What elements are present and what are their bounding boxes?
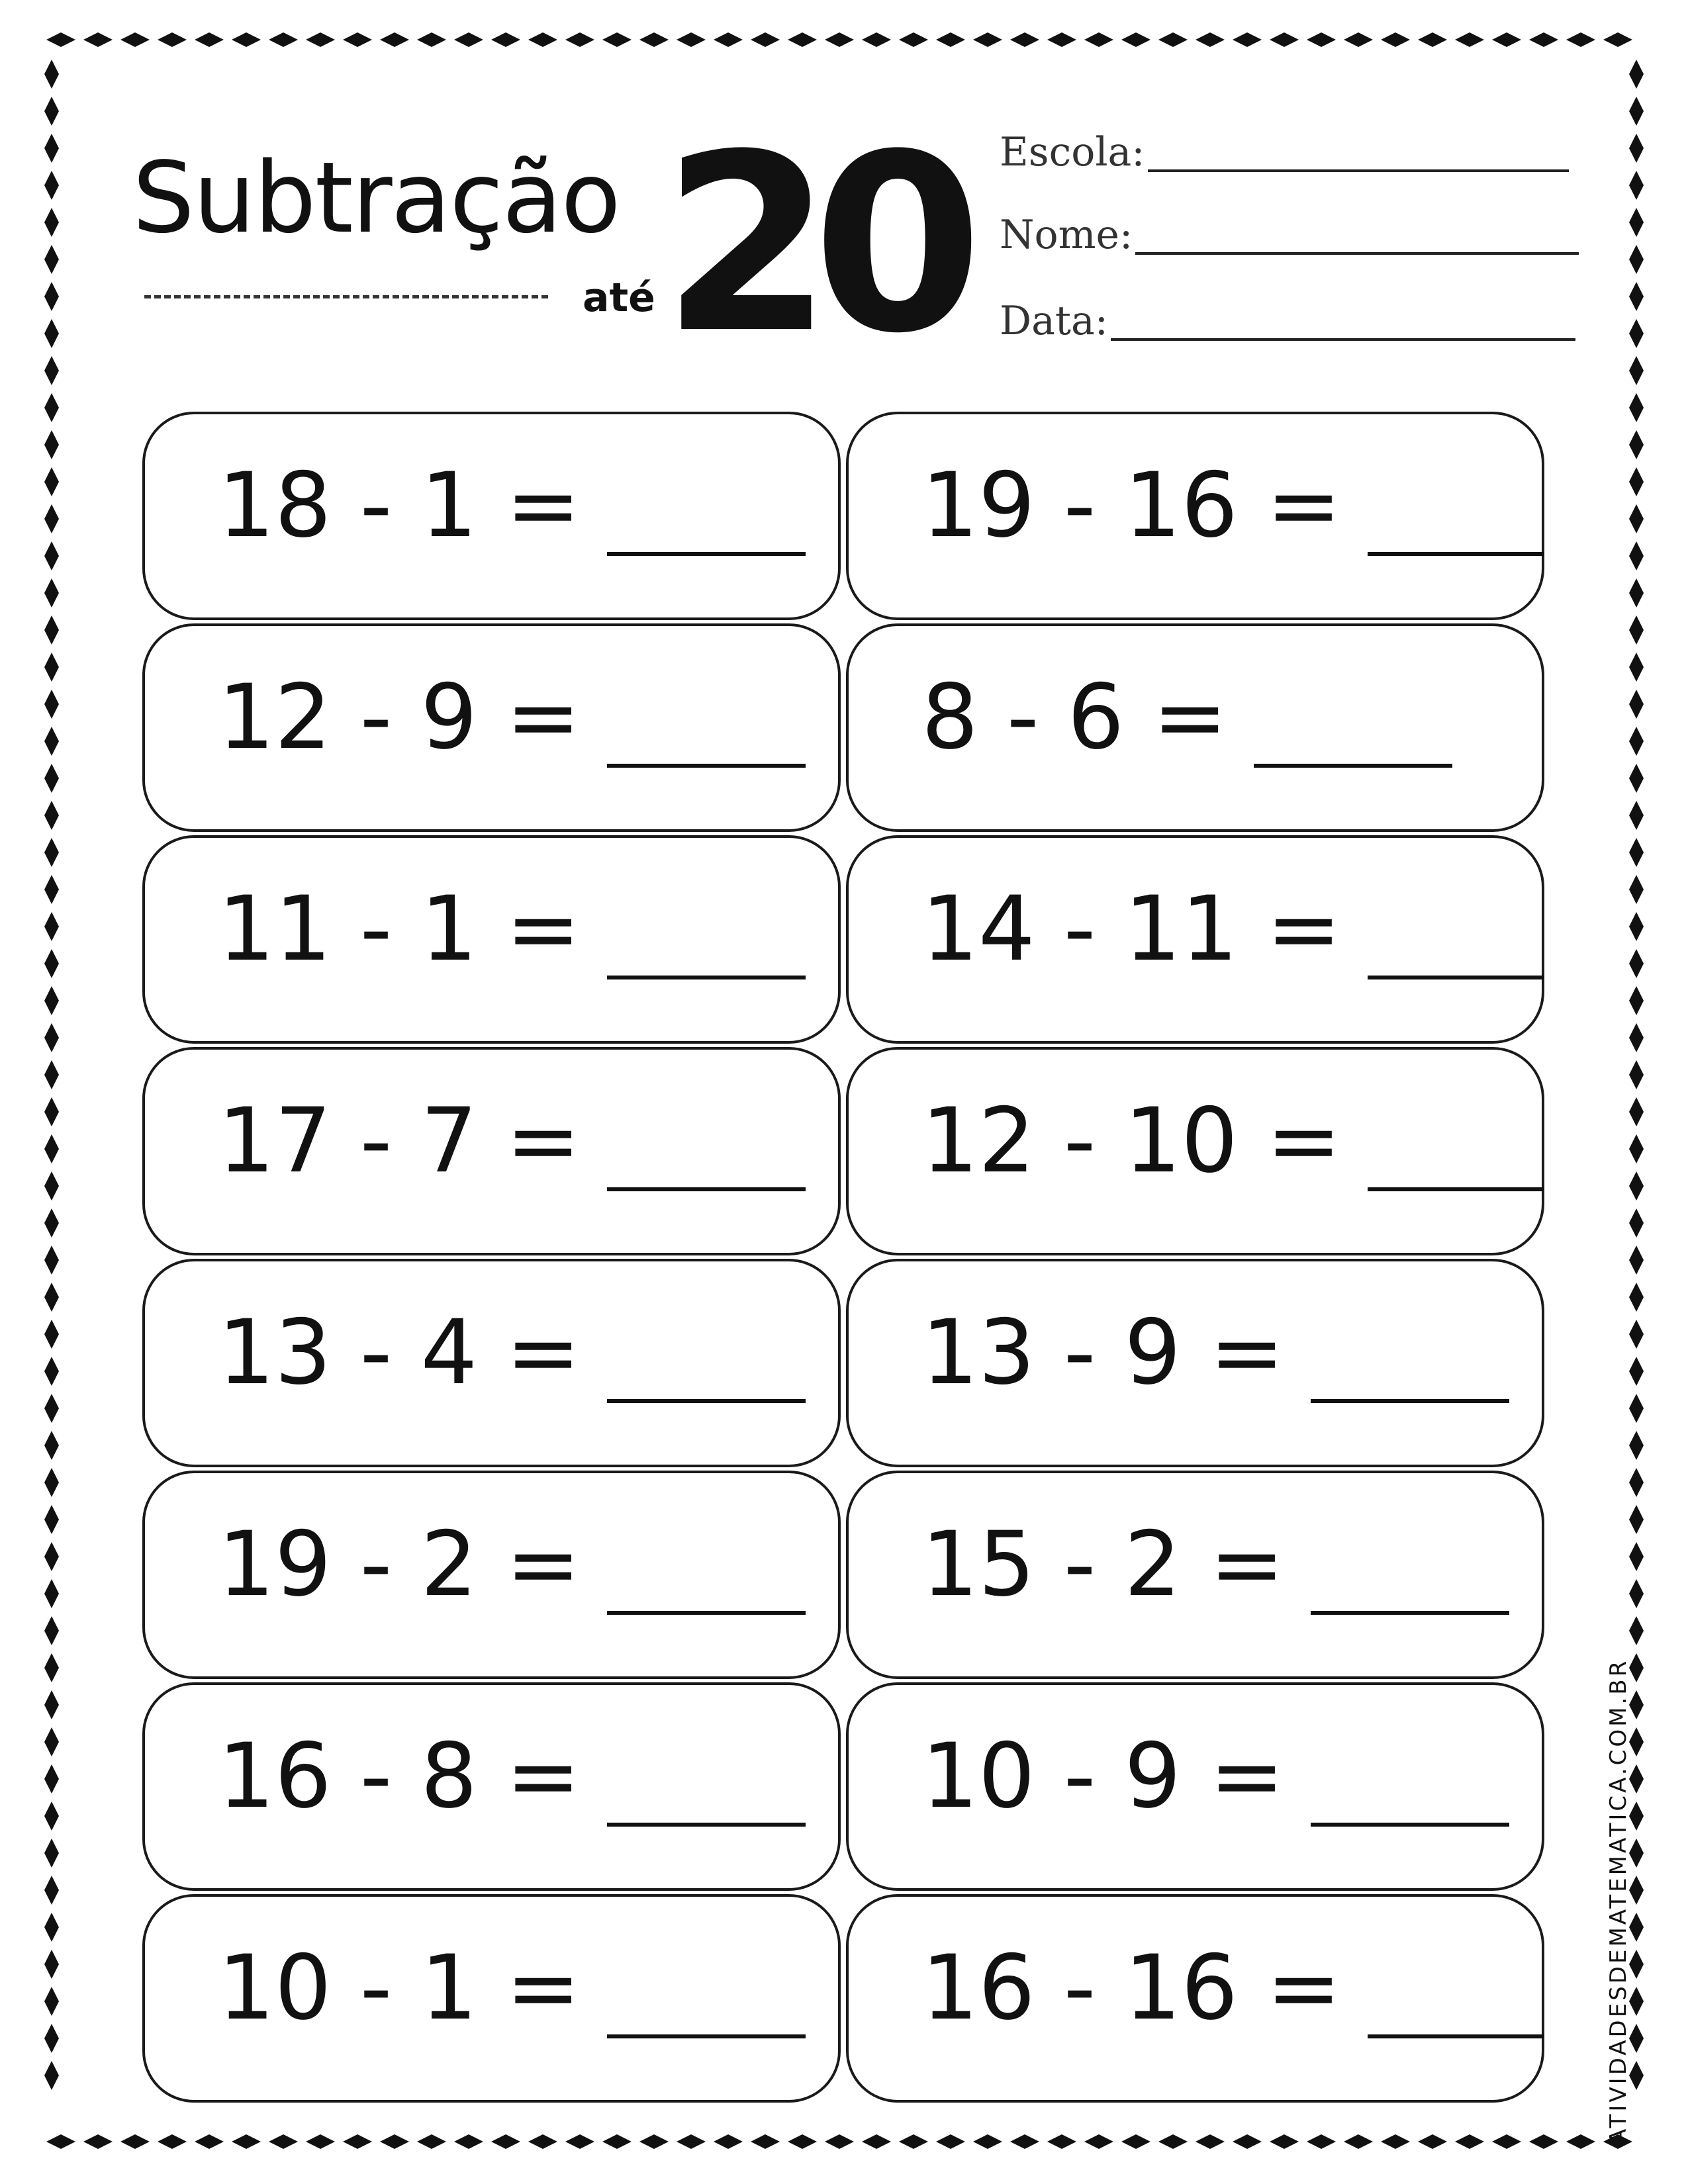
border-diamond [1492, 2134, 1521, 2149]
school-answer-line[interactable] [1148, 131, 1570, 172]
border-diamond [44, 1801, 59, 1831]
problem-expression: 19 - 16 = [921, 453, 1342, 557]
border-diamond [1629, 1134, 1644, 1163]
border-diamond [973, 2134, 1002, 2149]
border-diamond [44, 578, 59, 608]
border-diamond [44, 615, 59, 645]
border-diamond [44, 986, 59, 1015]
problem-card [142, 1259, 841, 1467]
border-diamond [1566, 32, 1595, 47]
name-label: Nome: [1000, 212, 1133, 258]
border-diamond [491, 32, 520, 47]
border-diamond [1629, 171, 1644, 200]
answer-blank[interactable] [1368, 2034, 1544, 2038]
border-diamond [44, 171, 59, 200]
problem-expression: 16 - 8 = [218, 1724, 581, 1828]
border-diamond [44, 2061, 59, 2090]
worksheet-title: Subtração [132, 141, 620, 255]
problem-expression: 19 - 2 = [218, 1512, 581, 1616]
border-diamond [120, 32, 150, 47]
border-diamond [417, 2134, 446, 2149]
problem-card [846, 1471, 1544, 1679]
problem-expression: 12 - 10 = [921, 1089, 1342, 1193]
border-diamond [44, 1171, 59, 1201]
border-diamond [1629, 615, 1644, 645]
border-diamond [44, 838, 59, 867]
border-diamond [1084, 32, 1113, 47]
border-diamond [1529, 32, 1558, 47]
border-diamond [232, 2134, 261, 2149]
answer-blank[interactable] [607, 1611, 806, 1615]
border-diamond [1307, 32, 1336, 47]
border-diamond [1629, 578, 1644, 608]
border-diamond [1629, 1505, 1644, 1534]
border-diamond [1158, 2134, 1188, 2149]
problem-card [142, 1471, 841, 1679]
name-field[interactable] [1000, 202, 1579, 258]
date-label: Data: [1000, 298, 1108, 344]
problem-expression: 17 - 7 = [218, 1089, 581, 1193]
border-diamond [677, 2134, 706, 2149]
border-diamond [677, 32, 706, 47]
border-diamond [1629, 1357, 1644, 1386]
border-diamond [1629, 986, 1644, 1015]
border-diamond [83, 32, 113, 47]
border-diamond [44, 134, 59, 163]
border-diamond [44, 1690, 59, 1719]
border-diamond [380, 2134, 409, 2149]
border-diamond [1629, 1171, 1644, 1201]
border-diamond [1629, 1246, 1644, 1275]
title-range-word: até [583, 275, 655, 321]
border-diamond [1629, 1060, 1644, 1089]
border-diamond [120, 2134, 150, 2149]
border-diamond [44, 1764, 59, 1794]
border-diamond [1344, 2134, 1373, 2149]
border-diamond [44, 801, 59, 830]
answer-blank[interactable] [1368, 1187, 1544, 1191]
border-diamond [1629, 1320, 1644, 1349]
border-diamond [44, 97, 59, 126]
problem-expression: 16 - 16 = [921, 1936, 1342, 2040]
border-diamond [44, 690, 59, 719]
border-diamond [44, 1023, 59, 1052]
border-diamond [454, 32, 483, 47]
border-diamond [825, 32, 854, 47]
border-diamond [44, 1876, 59, 1905]
border-diamond [1629, 690, 1644, 719]
date-field[interactable] [1000, 288, 1575, 344]
answer-blank[interactable] [607, 2034, 806, 2038]
border-diamond [44, 430, 59, 459]
answer-blank[interactable] [1254, 764, 1452, 768]
border-diamond [1629, 1431, 1644, 1460]
border-diamond [44, 1431, 59, 1460]
border-diamond [1196, 32, 1225, 47]
border-diamond [1629, 282, 1644, 311]
border-diamond [1629, 1542, 1644, 1571]
title-dashed-underline [144, 295, 548, 298]
border-diamond [1629, 1283, 1644, 1312]
border-diamond [44, 1579, 59, 1608]
title-range-number: 20 [662, 103, 963, 387]
border-diamond [602, 2134, 632, 2149]
answer-blank[interactable] [1368, 552, 1544, 556]
border-diamond [1047, 32, 1076, 47]
border-diamond [1381, 32, 1410, 47]
border-diamond [1158, 32, 1188, 47]
problem-card [846, 412, 1544, 620]
border-diamond [44, 1134, 59, 1163]
border-diamond [44, 356, 59, 385]
border-diamond [751, 32, 780, 47]
border-diamond [1629, 245, 1644, 274]
border-diamond [1629, 1616, 1644, 1645]
school-label: Escola: [1000, 129, 1145, 175]
problem-expression: 8 - 6 = [921, 665, 1228, 769]
problem-expression: 14 - 11 = [921, 877, 1342, 981]
border-diamond [269, 2134, 298, 2149]
border-diamond [1344, 32, 1373, 47]
border-diamond [565, 32, 594, 47]
problem-card [142, 412, 841, 620]
border-diamond [1629, 60, 1644, 89]
problem-expression: 13 - 9 = [921, 1300, 1285, 1404]
border-diamond [1121, 32, 1150, 47]
answer-blank[interactable] [1311, 1823, 1509, 1827]
border-diamond [1455, 32, 1484, 47]
border-diamond [1629, 97, 1644, 126]
border-diamond [1629, 1097, 1644, 1126]
answer-blank[interactable] [607, 1399, 806, 1403]
problem-card [846, 1682, 1544, 1891]
problem-expression: 10 - 9 = [921, 1724, 1285, 1828]
answer-blank[interactable] [607, 552, 806, 556]
border-diamond [44, 1913, 59, 1942]
border-diamond [44, 875, 59, 904]
border-diamond [380, 32, 409, 47]
border-diamond [44, 504, 59, 533]
border-diamond [1629, 319, 1644, 348]
problem-expression: 10 - 1 = [218, 1936, 581, 2040]
border-diamond [1629, 393, 1644, 422]
problem-card [142, 835, 841, 1044]
problem-card [142, 1682, 841, 1891]
problem-card [142, 1894, 841, 2103]
border-diamond [1629, 1468, 1644, 1497]
border-diamond [232, 32, 261, 47]
border-diamond [565, 2134, 594, 2149]
border-diamond [44, 1727, 59, 1756]
problem-card [846, 1259, 1544, 1467]
border-diamond [44, 1097, 59, 1126]
border-diamond [1270, 32, 1299, 47]
border-diamond [602, 32, 632, 47]
border-diamond [44, 1060, 59, 1089]
border-diamond [44, 1987, 59, 2016]
border-diamond [936, 2134, 965, 2149]
problem-expression: 15 - 2 = [921, 1512, 1285, 1616]
border-diamond [1629, 653, 1644, 682]
border-diamond [343, 2134, 372, 2149]
border-diamond [825, 2134, 854, 2149]
border-diamond [454, 2134, 483, 2149]
border-diamond [44, 1505, 59, 1534]
border-diamond [306, 32, 335, 47]
border-diamond [1121, 2134, 1150, 2149]
border-diamond [639, 32, 669, 47]
border-diamond [44, 1542, 59, 1571]
border-diamond [44, 245, 59, 274]
border-diamond [1233, 32, 1262, 47]
border-diamond [1529, 2134, 1558, 2149]
border-diamond [1603, 32, 1632, 47]
problem-expression: 18 - 1 = [218, 453, 581, 557]
border-diamond [1455, 2134, 1484, 2149]
border-diamond [44, 2024, 59, 2053]
border-diamond [1270, 2134, 1299, 2149]
border-diamond [1492, 32, 1521, 47]
border-diamond [1629, 1579, 1644, 1608]
border-diamond [1629, 430, 1644, 459]
border-diamond [899, 32, 928, 47]
border-diamond [788, 2134, 817, 2149]
border-diamond [195, 32, 224, 47]
border-diamond [44, 727, 59, 756]
answer-blank[interactable] [607, 976, 806, 979]
border-diamond [158, 2134, 187, 2149]
problem-card [142, 623, 841, 832]
border-diamond [1010, 32, 1039, 47]
border-diamond [1629, 356, 1644, 385]
border-diamond [1629, 838, 1644, 867]
border-diamond [44, 1468, 59, 1497]
problem-expression: 11 - 1 = [218, 877, 581, 981]
border-diamond [417, 32, 446, 47]
school-field[interactable] [1000, 119, 1569, 175]
problem-card [142, 1047, 841, 1255]
problem-card [846, 1047, 1544, 1255]
border-diamond [44, 1653, 59, 1682]
border-diamond [306, 2134, 335, 2149]
border-diamond [46, 32, 75, 47]
border-diamond [1629, 504, 1644, 533]
border-diamond [899, 2134, 928, 2149]
border-diamond [1566, 2134, 1595, 2149]
border-diamond [44, 1950, 59, 1979]
border-diamond [1629, 1208, 1644, 1238]
border-diamond [1010, 2134, 1039, 2149]
border-diamond [44, 319, 59, 348]
border-diamond [1629, 1394, 1644, 1423]
border-diamond [639, 2134, 669, 2149]
border-diamond [1629, 875, 1644, 904]
border-diamond [44, 393, 59, 422]
border-diamond [46, 2134, 75, 2149]
border-diamond [44, 1246, 59, 1275]
problem-card [846, 835, 1544, 1044]
border-diamond [788, 32, 817, 47]
date-answer-line[interactable] [1111, 300, 1575, 341]
border-diamond [44, 653, 59, 682]
answer-blank[interactable] [607, 764, 806, 768]
answer-blank[interactable] [1368, 976, 1544, 979]
border-diamond [44, 1394, 59, 1423]
border-diamond [44, 467, 59, 496]
border-diamond [1418, 2134, 1447, 2149]
answer-blank[interactable] [1311, 1399, 1509, 1403]
answer-blank[interactable] [1311, 1611, 1509, 1615]
border-diamond [714, 32, 743, 47]
border-diamond [44, 912, 59, 941]
border-diamond [1047, 2134, 1076, 2149]
border-diamond [269, 32, 298, 47]
border-diamond [973, 32, 1002, 47]
border-diamond [44, 60, 59, 89]
website-watermark: ATIVIDADESDEMATEMATICA.COM.BR [1605, 1658, 1632, 2144]
border-diamond [1629, 541, 1644, 570]
border-diamond [343, 32, 372, 47]
border-diamond [1084, 2134, 1113, 2149]
border-diamond [195, 2134, 224, 2149]
border-diamond [528, 32, 557, 47]
border-diamond [1629, 467, 1644, 496]
border-diamond [1233, 2134, 1262, 2149]
border-diamond [44, 1616, 59, 1645]
border-diamond [1381, 2134, 1410, 2149]
border-diamond [44, 208, 59, 237]
border-diamond [44, 1839, 59, 1868]
border-diamond [862, 32, 891, 47]
border-diamond [1629, 764, 1644, 793]
border-diamond [44, 1283, 59, 1312]
border-diamond [1629, 1023, 1644, 1052]
border-diamond [44, 1357, 59, 1386]
name-answer-line[interactable] [1135, 214, 1579, 255]
border-diamond [1629, 727, 1644, 756]
border-diamond [1307, 2134, 1336, 2149]
border-diamond [862, 2134, 891, 2149]
border-diamond [936, 32, 965, 47]
border-diamond [44, 541, 59, 570]
problem-expression: 12 - 9 = [218, 665, 581, 769]
border-diamond [491, 2134, 520, 2149]
problem-card [846, 1894, 1544, 2103]
answer-blank[interactable] [607, 1187, 806, 1191]
border-diamond [1418, 32, 1447, 47]
border-diamond [1629, 801, 1644, 830]
problem-expression: 13 - 4 = [218, 1300, 581, 1404]
border-diamond [528, 2134, 557, 2149]
border-diamond [1629, 912, 1644, 941]
border-diamond [1629, 949, 1644, 978]
border-diamond [1629, 208, 1644, 237]
answer-blank[interactable] [607, 1823, 806, 1827]
border-diamond [44, 1208, 59, 1238]
border-diamond [751, 2134, 780, 2149]
border-diamond [83, 2134, 113, 2149]
border-diamond [44, 282, 59, 311]
border-diamond [44, 1320, 59, 1349]
border-diamond [44, 764, 59, 793]
border-diamond [1629, 134, 1644, 163]
border-diamond [1196, 2134, 1225, 2149]
border-diamond [158, 32, 187, 47]
problem-card [846, 623, 1544, 832]
border-diamond [44, 949, 59, 978]
border-diamond [714, 2134, 743, 2149]
